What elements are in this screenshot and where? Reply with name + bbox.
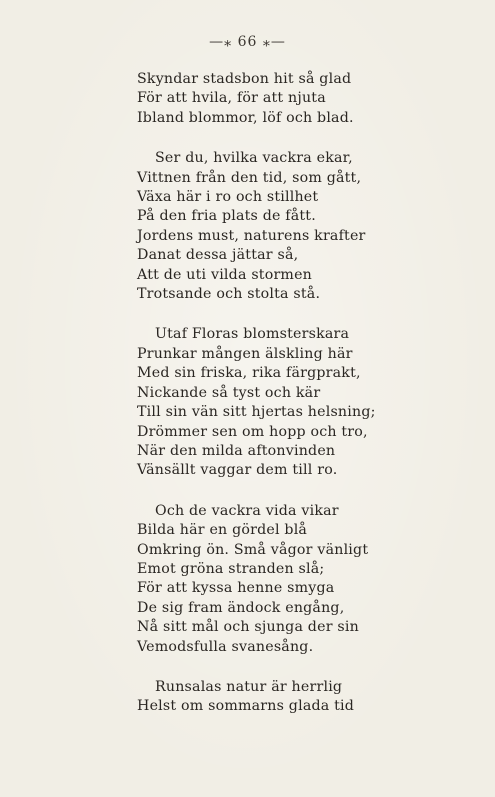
poem-line: Vänsällt vaggar dem till ro. [137, 462, 338, 479]
stanza-4 [137, 502, 457, 657]
poem-line: De sig fram ändock engång, [137, 599, 345, 616]
poem-line: Till sin vän sitt hjertas helsning; [137, 404, 376, 421]
stanza-1 [137, 70, 457, 128]
poem-line: Utaf Floras blomsterskara [155, 326, 350, 343]
poem-line: Helst om sommarns glada tid [137, 698, 355, 715]
poem-line: Ibland blommor, löf och blad. [137, 109, 354, 126]
poem-line: Vemodsfulla svanesång. [137, 638, 314, 655]
poem-line: Danat dessa jättar så, [137, 247, 299, 264]
poem-line: Bilda här en gördel blå [137, 522, 308, 539]
poem-line: Att de uti vilda stormen [137, 266, 313, 283]
poem-line: Ser du, hvilka vackra ekar, [155, 150, 353, 167]
poem-line: Nå sitt mål och sjunga der sin [137, 619, 359, 636]
poem-line: För att kyssa henne smyga [137, 580, 335, 597]
poem-line: Och de vackra vida vikar [155, 502, 339, 519]
poem-line: På den fria plats de fått. [137, 208, 316, 225]
poem-line: Trotsande och stolta stå. [137, 286, 321, 303]
poem-line: Växa här i ro och stillhet [137, 189, 319, 206]
poem-line: Jordens must, naturens krafter [137, 227, 366, 244]
poem-line: Skyndar stadsbon hit så glad [137, 71, 352, 87]
poem-line: Med sin friska, rika färgprakt, [137, 365, 361, 382]
stanza-3 [137, 325, 457, 480]
poem-line: Runsalas natur är herrlig [155, 678, 343, 695]
poem-line: Prunkar mången älskling här [137, 345, 353, 362]
poem-line: Omkring ön. Små vågor vänligt [137, 541, 369, 558]
stanza-2 [137, 149, 457, 304]
poem-line: Drömmer sen om hopp och tro, [137, 423, 368, 440]
poem-line: Nickande så tyst och kär [137, 384, 321, 401]
poem-line: När den milda aftonvinden [137, 442, 336, 459]
poem-line: Vittnen från den tid, som gått, [137, 169, 362, 186]
stanza-5 [137, 678, 457, 717]
poem-line: Emot gröna stranden slå; [137, 560, 325, 577]
poem-line: För att hvila, för att njuta [137, 90, 326, 107]
page-number-header: —⁎ 66 ⁎— [209, 34, 286, 50]
poem-body [137, 70, 457, 738]
